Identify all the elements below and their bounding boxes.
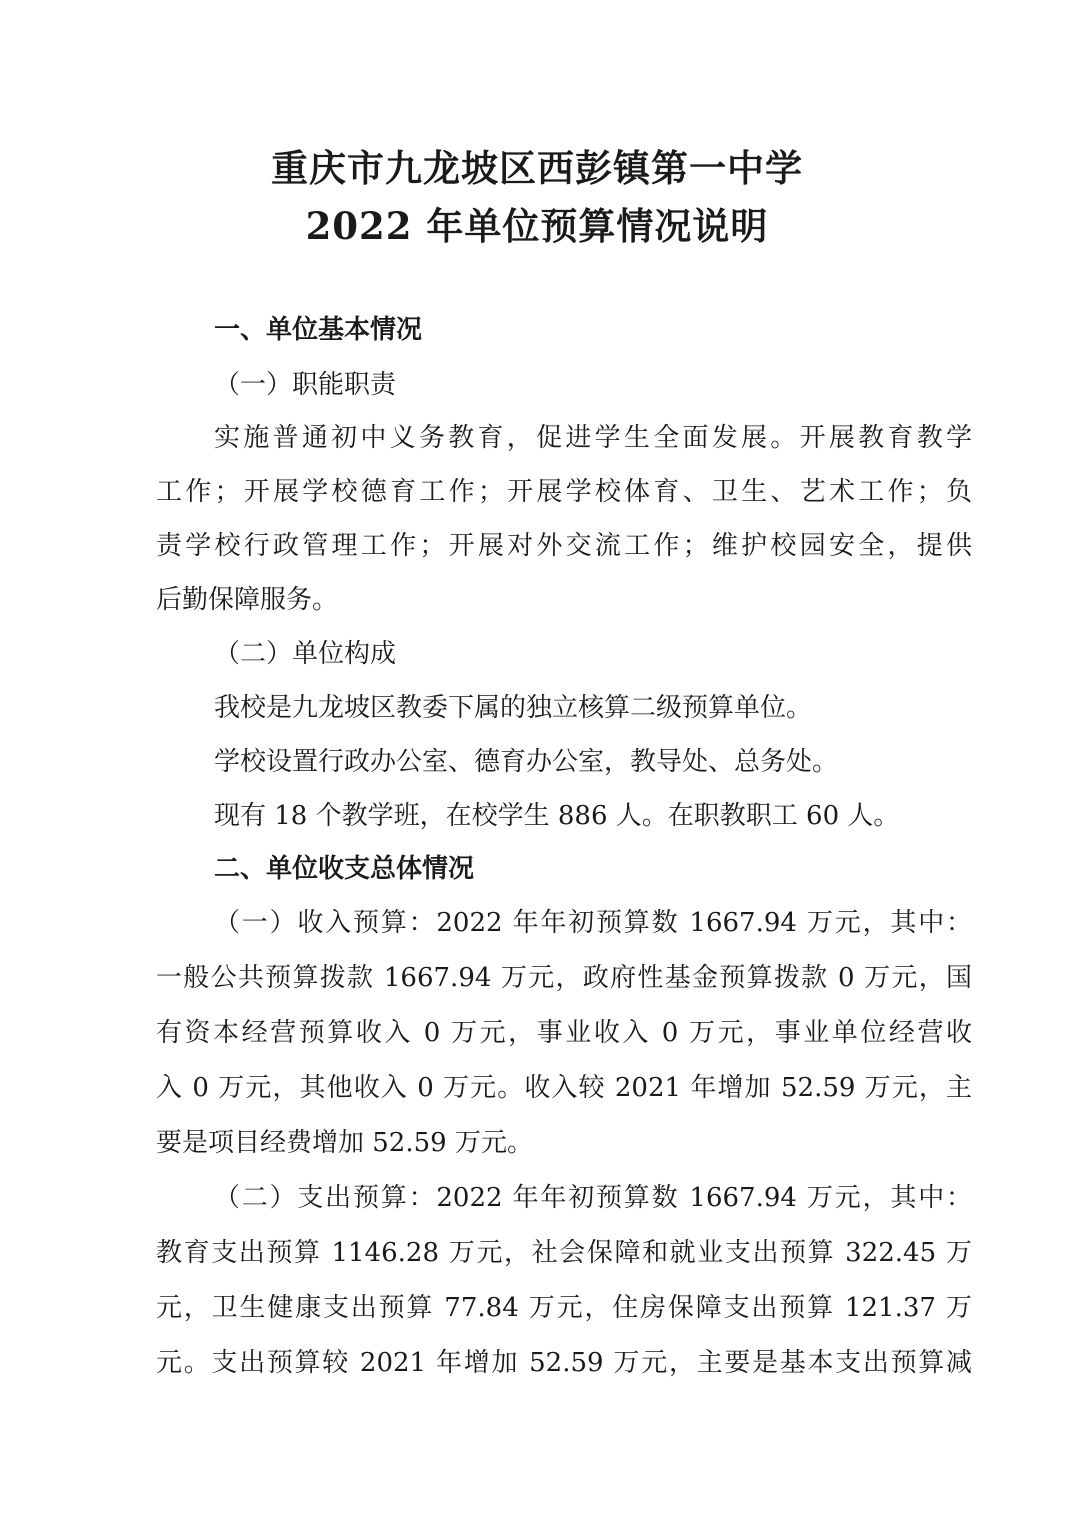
section2-heading: 二、单位收支总体情况 [214, 854, 475, 884]
paragraph-line: 教育支出预算 1146.28 万元，社会保障和就业支出预算 322.45 万 [156, 1238, 972, 1268]
section1-sub2-heading: （二）单位构成 [214, 639, 397, 669]
document-title-line2: 2022 年单位预算情况说明 [305, 204, 769, 248]
paragraph-line: 有资本经营预算收入 0 万元，事业收入 0 万元，事业单位经营收 [156, 1018, 972, 1048]
paragraph-line: （一）收入预算：2022 年年初预算数 1667.94 万元，其中： [214, 908, 972, 938]
paragraph-line: 入 0 万元，其他收入 0 万元。收入较 2021 年增加 52.59 万元，主 [156, 1073, 972, 1103]
paragraph-line: 现有 18 个教学班，在校学生 886 人。在职教职工 60 人。 [214, 801, 900, 831]
document-title-line1: 重庆市九龙坡区西彭镇第一中学 [271, 146, 803, 190]
paragraph-line: 学校设置行政办公室、德育办公室，教导处、总务处。 [214, 747, 839, 777]
paragraph-line: 要是项目经费增加 52.59 万元。 [156, 1128, 533, 1158]
section1-sub1-heading: （一）职能职责 [214, 370, 397, 400]
paragraph-line: 后勤保障服务。 [156, 585, 339, 615]
section1-heading: 一、单位基本情况 [214, 315, 423, 345]
paragraph-line: 责学校行政管理工作；开展对外交流工作；维护校园安全，提供 [156, 531, 972, 561]
paragraph-line: 工作；开展学校德育工作；开展学校体育、卫生、艺术工作；负 [156, 477, 972, 507]
paragraph-line: 元，卫生健康支出预算 77.84 万元，住房保障支出预算 121.37 万 [156, 1293, 972, 1323]
paragraph-line: 我校是九龙坡区教委下属的独立核算二级预算单位。 [214, 693, 813, 723]
paragraph-line: （二）支出预算：2022 年年初预算数 1667.94 万元，其中： [214, 1183, 972, 1213]
paragraph-line: 元。支出预算较 2021 年增加 52.59 万元，主要是基本支出预算减 [156, 1348, 972, 1378]
paragraph-line: 实施普通初中义务教育，促进学生全面发展。开展教育教学 [214, 423, 972, 453]
paragraph-line: 一般公共预算拨款 1667.94 万元，政府性基金预算拨款 0 万元，国 [156, 963, 972, 993]
